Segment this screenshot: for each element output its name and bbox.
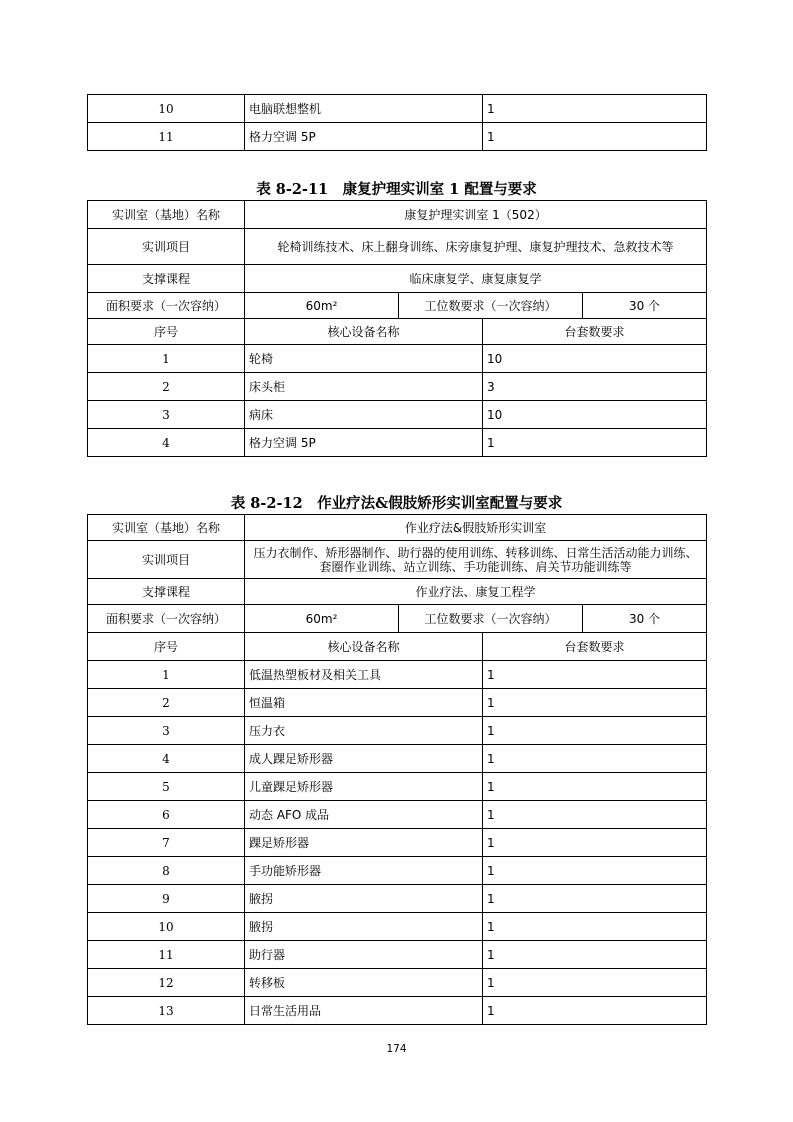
equipment-table-continued — [87, 94, 707, 151]
table-row — [88, 745, 707, 773]
area-row — [88, 605, 707, 633]
equipment-quantity: 1 — [483, 885, 707, 913]
station-label: 工位数要求（一次容纳） — [399, 293, 583, 319]
equipment-name: 腋拐 — [245, 885, 483, 913]
table-row — [88, 661, 707, 689]
row-number: 3 — [88, 401, 245, 429]
table-row — [88, 717, 707, 745]
row-number: 4 — [88, 429, 245, 457]
area-row — [88, 293, 707, 319]
column-header-qty: 台套数要求 — [483, 633, 707, 661]
course-value: 作业疗法、康复工程学 — [245, 579, 707, 605]
row-number: 12 — [88, 969, 245, 997]
equipment-quantity: 1 — [483, 997, 707, 1025]
equipment-name: 踝足矫形器 — [245, 829, 483, 857]
table-caption: 表 8-2-11 康复护理实训室 1 配置与要求 — [256, 181, 537, 198]
base-name-value: 作业疗法&假肢矫形实训室 — [245, 515, 707, 541]
course-value: 临床康复学、康复康复学 — [245, 265, 707, 293]
equipment-name: 低温热塑板材及相关工具 — [245, 661, 483, 689]
table-row — [88, 857, 707, 885]
table-row — [88, 429, 707, 457]
equipment-quantity: 1 — [483, 123, 707, 151]
equipment-name: 格力空调 5P — [245, 123, 483, 151]
table-row — [88, 969, 707, 997]
column-header-no: 序号 — [88, 319, 245, 345]
equipment-quantity: 1 — [483, 429, 707, 457]
row-number: 8 — [88, 857, 245, 885]
equipment-quantity: 1 — [483, 913, 707, 941]
row-number: 10 — [88, 95, 245, 123]
equipment-name: 轮椅 — [245, 345, 483, 373]
equipment-name: 日常生活用品 — [245, 997, 483, 1025]
table-row — [88, 885, 707, 913]
table-row — [88, 941, 707, 969]
row-number: 9 — [88, 885, 245, 913]
equipment-quantity: 1 — [483, 941, 707, 969]
equipment-name: 成人踝足矫形器 — [245, 745, 483, 773]
equipment-quantity: 1 — [483, 829, 707, 857]
row-number: 2 — [88, 373, 245, 401]
row-number: 13 — [88, 997, 245, 1025]
equipment-quantity: 10 — [483, 401, 707, 429]
table-row — [88, 829, 707, 857]
equipment-name: 动态 AFO 成品 — [245, 801, 483, 829]
project-row — [88, 541, 707, 579]
table-row — [88, 95, 707, 123]
row-number: 5 — [88, 773, 245, 801]
row-number: 7 — [88, 829, 245, 857]
equipment-name: 恒温箱 — [245, 689, 483, 717]
equipment-name: 电脑联想整机 — [245, 95, 483, 123]
column-header-row — [88, 633, 707, 661]
base-name-label: 实训室（基地）名称 — [88, 515, 245, 541]
base-name-label: 实训室（基地）名称 — [88, 201, 245, 229]
equipment-name: 格力空调 5P — [245, 429, 483, 457]
table-row — [88, 997, 707, 1025]
equipment-name: 转移板 — [245, 969, 483, 997]
area-value: 60m² — [245, 293, 399, 319]
row-number: 1 — [88, 661, 245, 689]
base-name-value: 康复护理实训室 1（502） — [245, 201, 707, 229]
row-number: 11 — [88, 941, 245, 969]
equipment-quantity: 1 — [483, 801, 707, 829]
equipment-name: 助行器 — [245, 941, 483, 969]
table-row — [88, 401, 707, 429]
project-label: 实训项目 — [88, 229, 245, 265]
equipment-quantity: 1 — [483, 689, 707, 717]
equipment-quantity: 1 — [483, 745, 707, 773]
area-label: 面积要求（一次容纳） — [88, 293, 245, 319]
row-number: 1 — [88, 345, 245, 373]
equipment-quantity: 10 — [483, 345, 707, 373]
table-row — [88, 373, 707, 401]
course-label: 支撑课程 — [88, 265, 245, 293]
table-row — [88, 345, 707, 373]
equipment-name: 压力衣 — [245, 717, 483, 745]
base-name-row — [88, 201, 707, 229]
rehab-nursing-lab-table — [87, 200, 707, 457]
equipment-quantity: 1 — [483, 969, 707, 997]
equipment-name: 床头柜 — [245, 373, 483, 401]
equipment-name: 腋拐 — [245, 913, 483, 941]
row-number: 11 — [88, 123, 245, 151]
equipment-quantity: 1 — [483, 95, 707, 123]
station-label: 工位数要求（一次容纳） — [399, 605, 583, 633]
station-value: 30 个 — [583, 605, 707, 633]
column-header-name: 核心设备名称 — [245, 319, 483, 345]
area-label: 面积要求（一次容纳） — [88, 605, 245, 633]
project-label: 实训项目 — [88, 541, 245, 579]
row-number: 4 — [88, 745, 245, 773]
base-name-row — [88, 515, 707, 541]
table-row — [88, 773, 707, 801]
table-row — [88, 689, 707, 717]
course-row — [88, 265, 707, 293]
equipment-quantity: 1 — [483, 661, 707, 689]
row-number: 6 — [88, 801, 245, 829]
course-row — [88, 579, 707, 605]
column-header-name: 核心设备名称 — [245, 633, 483, 661]
page-number: 174 — [386, 1043, 407, 1055]
column-header-no: 序号 — [88, 633, 245, 661]
project-value: 轮椅训练技术、床上翻身训练、床旁康复护理、康复护理技术、急救技术等 — [245, 229, 707, 265]
equipment-quantity: 1 — [483, 717, 707, 745]
row-number: 10 — [88, 913, 245, 941]
equipment-name: 儿童踝足矫形器 — [245, 773, 483, 801]
equipment-name: 手功能矫形器 — [245, 857, 483, 885]
project-row — [88, 229, 707, 265]
equipment-quantity: 1 — [483, 857, 707, 885]
occupational-therapy-lab-table — [87, 514, 707, 1025]
equipment-name: 病床 — [245, 401, 483, 429]
project-value: 压力衣制作、矫形器制作、助行器的使用训练、转移训练、日常生活活动能力训练、套圈作业训练、站立训练、手功能训练、肩关节功能训练等 — [245, 541, 707, 579]
table-row — [88, 801, 707, 829]
column-header-qty: 台套数要求 — [483, 319, 707, 345]
row-number: 3 — [88, 717, 245, 745]
course-label: 支撑课程 — [88, 579, 245, 605]
equipment-quantity: 3 — [483, 373, 707, 401]
area-value: 60m² — [245, 605, 399, 633]
station-value: 30 个 — [583, 293, 707, 319]
equipment-quantity: 1 — [483, 773, 707, 801]
table-row — [88, 913, 707, 941]
row-number: 2 — [88, 689, 245, 717]
table-caption: 表 8-2-12 作业疗法&假肢矫形实训室配置与要求 — [230, 495, 563, 512]
column-header-row — [88, 319, 707, 345]
table-row — [88, 123, 707, 151]
